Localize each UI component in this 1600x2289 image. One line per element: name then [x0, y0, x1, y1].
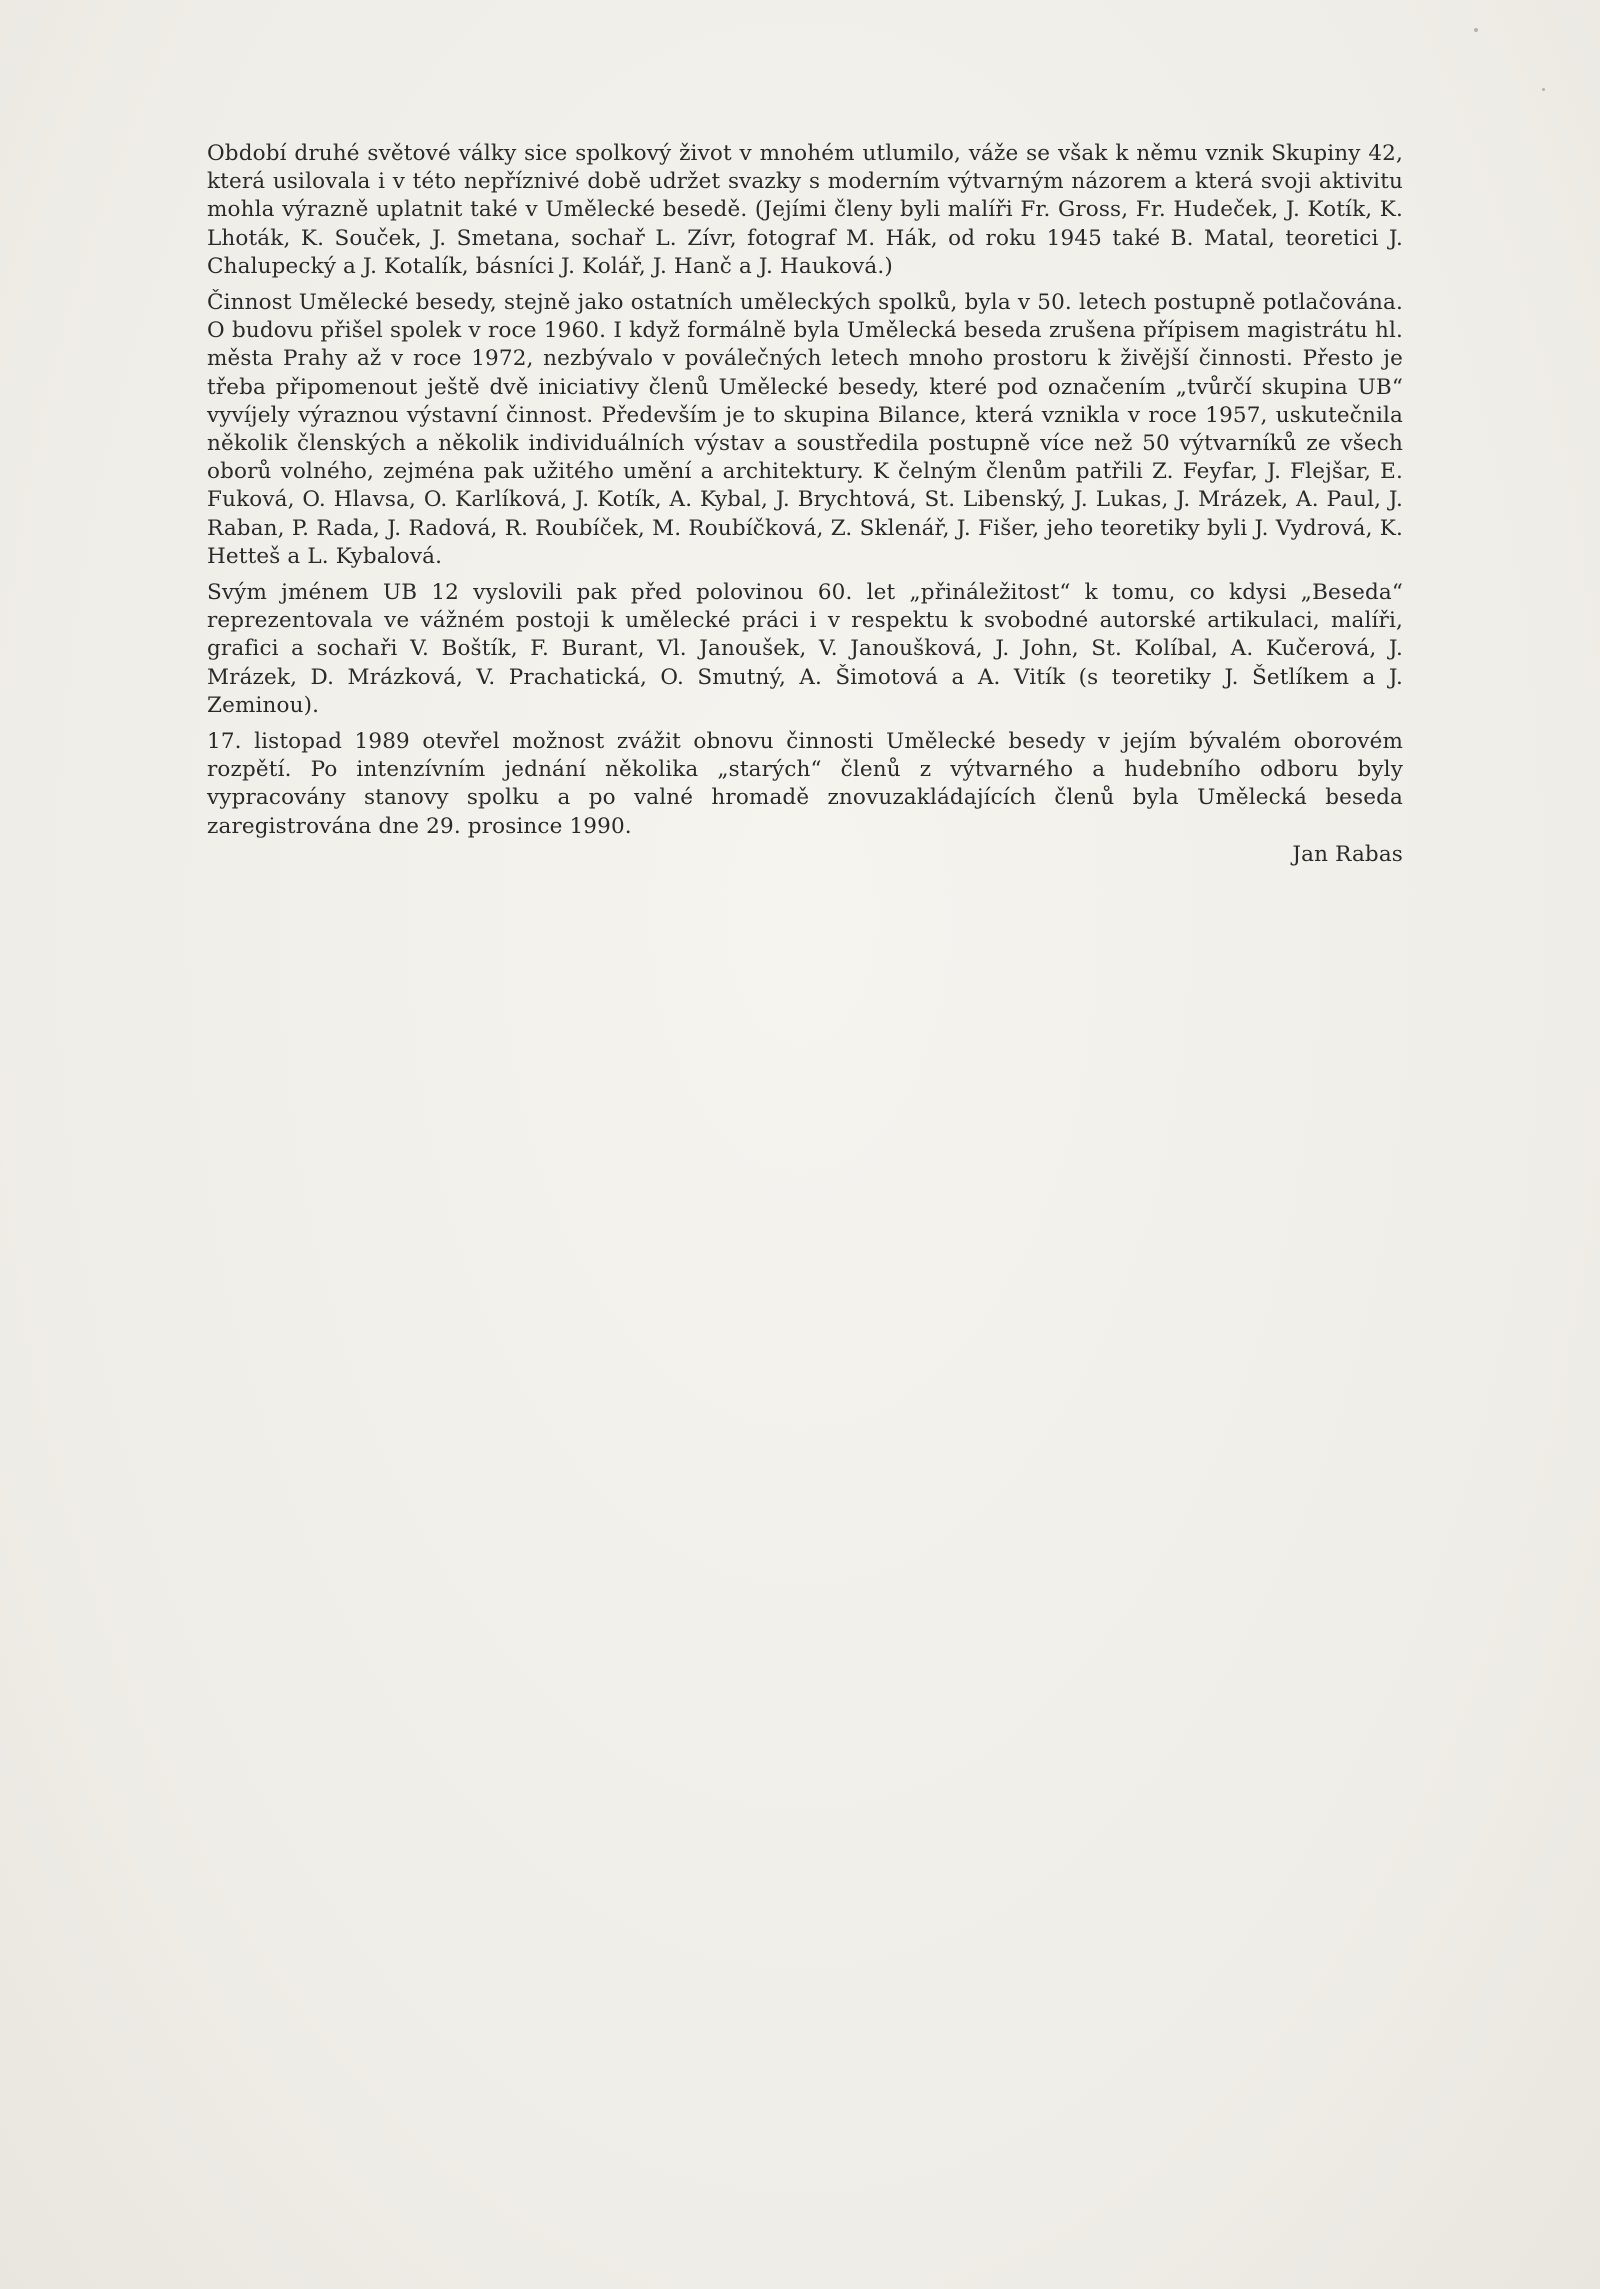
paragraph-1989-renewal: 17. listopad 1989 otevřel možnost zvážit obnovu činnosti Umělecké besedy v jejím bývalém oborovém rozpětí. Po intenzívním jednání několika „starých“ členů z výtvarného a hudebního odboru byly vypracovány stanovy spolku a po valné hromadě znovuzakládajících členů byla Umělecká beseda zaregistrována dne 29. prosince 1990. — [207, 729, 1403, 839]
paragraph-ub12: Svým jménem UB 12 vyslovili pak před polovinou 60. let „přináležitost“ k tomu, co kdysi „Beseda“ reprezentovala ve vážném postoji k umělecké práci i v respektu k svobodné autorské artikulaci, malíři, grafici a sochaři V. Boštík, F. Burant, Vl. Janoušek, V. Janoušková, J. John, St. Kolíbal, A. Kučerová, J. Mrázek, D. Mrázková, V. Prachatická, O. Smutný, A. Šimotová a A. Vitík (s teoretiky J. Šetlíkem a J. Zeminou). — [207, 580, 1403, 718]
paragraph-fifties-activity: Činnost Umělecké besedy, stejně jako ostatních uměleckých spolků, byla v 50. letech postupně potlačována. O budovu přišel spolek v roce 1960. I když formálně byla Umělecká beseda zrušena přípisem magistrátu hl. města Prahy až v roce 1972, nezbývalo v poválečných letech mnoho prostoru k živější činnosti. Přesto je třeba připomenout ještě dvě iniciativy členů Umělecké besedy, které pod označením „tvůrčí skupina UB“ vyvíjely výraznou výstavní činnost. Především je to skupina Bilance, která vznikla v roce 1957, uskutečnila několik členských a několik individuálních výstav a soustředila postupně více než 50 výtvarníků ze všech oborů volného, zejména pak užitého umění a architektury. K čelným členům patřili Z. Feyfar, J. Flejšar, E. Fuková, O. Hlavsa, O. Karlíková, J. Kotík, A. Kybal, J. Brychtová, St. Libenský, J. Lukas, J. Mrázek, A. Paul, J. Raban, P. Rada, J. Radová, R. Roubíček, M. Roubíčková, Z. Sklenář, J. Fišer, jeho teoretiky byli J. Vydrová, K. Hetteš a L. Kybalová. — [207, 290, 1403, 569]
author-signature: Jan Rabas — [1292, 841, 1403, 867]
paragraph-world-war-two: Období druhé světové války sice spolkový život v mnohém utlumilo, váže se však k němu vznik Skupiny 42, která usilovala i v této nepříznivé době udržet svazky s moderním výtvarným názorem a která svoji aktivitu mohla výrazně uplatnit také v Umělecké besedě. (Jejími členy byli malíři Fr. Gross, Fr. Hudeček, J. Kotík, K. Lhoták, K. Souček, J. Smetana, sochař L. Zívr, fotograf M. Hák, od roku 1945 také B. Matal, teoretici J. Chalupecký a J. Kotalík, básníci J. Kolář, J. Hanč a J. Hauková.) — [207, 141, 1403, 279]
document-body — [207, 140, 1403, 869]
paper-speck — [1542, 88, 1545, 91]
paper-speck — [1474, 28, 1478, 32]
